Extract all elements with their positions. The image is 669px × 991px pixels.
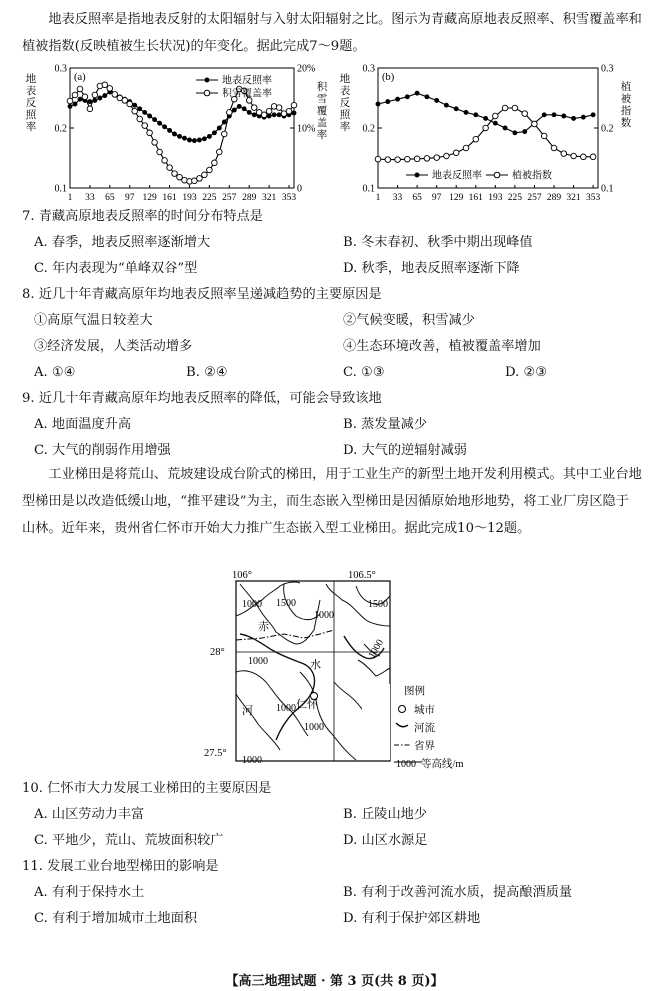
- q8-stem: 8. 近几十年青藏高原年均地表反照率呈递减趋势的主要原因是: [22, 287, 382, 302]
- data-point: [581, 115, 585, 119]
- q9-option-d[interactable]: D. 大气的逆辐射减弱: [343, 443, 467, 458]
- x-tick-label: 33: [392, 193, 403, 202]
- map-lon-left: 106°: [232, 570, 252, 581]
- legend-river-label: 河流: [414, 723, 435, 734]
- y-axis-title-right: 被: [620, 94, 632, 105]
- data-point: [267, 114, 271, 118]
- x-tick-label: 193: [488, 193, 503, 202]
- q8-item-3: ③经济发展，人类活动增多: [34, 339, 193, 354]
- x-tick-label: 321: [261, 193, 277, 202]
- x-tick-label: 353: [281, 193, 297, 202]
- x-tick-label: 225: [507, 193, 523, 202]
- data-point: [581, 154, 587, 160]
- data-point: [153, 118, 157, 122]
- y-tick-label-left: 0.2: [362, 123, 375, 135]
- data-point: [197, 176, 203, 182]
- data-point: [143, 110, 147, 114]
- data-point: [453, 150, 459, 156]
- data-point: [571, 153, 577, 159]
- contour-line: [300, 672, 356, 760]
- legend-border-label: 省界: [414, 741, 435, 752]
- data-point: [503, 126, 507, 130]
- x-tick-label: 33: [85, 193, 95, 202]
- chart-b: [336, 62, 648, 202]
- data-point: [425, 95, 429, 99]
- river-char-he: 河: [242, 705, 253, 717]
- q11-option-a[interactable]: A. 有利于保持水土: [34, 885, 145, 900]
- contour-label: 1000: [366, 637, 387, 661]
- data-point: [92, 92, 98, 98]
- data-point: [212, 160, 218, 166]
- contour-line: [240, 584, 320, 644]
- q8-option-a[interactable]: A. ①④: [34, 365, 76, 380]
- data-point: [385, 157, 391, 163]
- legend-city-label: 城市: [414, 705, 435, 716]
- x-tick-label: 289: [242, 193, 257, 202]
- data-point: [227, 110, 233, 116]
- q10-stem: 10. 仁怀市大力发展工业梯田的主要原因是: [22, 781, 272, 796]
- data-point: [532, 121, 538, 127]
- y-tick-label-left: 0.2: [54, 123, 67, 135]
- legend-river-icon: [396, 723, 408, 727]
- data-point: [73, 102, 77, 106]
- y-axis-title-right: 指: [620, 106, 632, 117]
- data-point: [183, 136, 187, 140]
- data-point: [292, 111, 296, 115]
- panel-label: (b): [382, 72, 395, 83]
- data-point: [162, 158, 168, 164]
- data-point: [67, 98, 73, 104]
- data-point: [541, 133, 547, 139]
- y-tick-label-right: 0.1: [601, 183, 614, 195]
- data-point: [463, 145, 469, 151]
- y-axis-title-left: 表: [339, 86, 351, 97]
- data-point: [88, 100, 92, 104]
- data-point: [152, 140, 158, 146]
- q11-stem: 11. 发展工业台地型梯田的影响是: [22, 859, 219, 874]
- data-point: [232, 108, 236, 112]
- data-point: [137, 116, 143, 122]
- chart-a: [22, 62, 332, 202]
- data-point: [252, 113, 256, 117]
- data-point: [386, 100, 390, 104]
- data-point: [591, 113, 595, 117]
- x-tick-label: 289: [546, 193, 562, 202]
- intro-paragraph-1: 地表反照率是指地表反射的太阳辐射与入射太阳辐射之比。图示为青藏高原地表反照率、积雪覆盖率和植被指数(反映植被生长状况)的年变化。据此完成7～9题。: [22, 12, 642, 54]
- x-tick-label: 353: [585, 193, 601, 202]
- data-point: [277, 113, 281, 117]
- q11-option-c[interactable]: C. 有利于增加城市土地面积: [34, 911, 198, 926]
- contour-label: 1000: [304, 722, 324, 733]
- y-axis-title-right: 盖: [316, 118, 328, 129]
- data-point: [405, 95, 409, 99]
- y-axis-title-left: 地: [25, 74, 37, 85]
- data-point: [72, 92, 78, 98]
- data-point: [107, 86, 113, 92]
- contour-label: 1000: [314, 610, 334, 621]
- q7-stem: 7. 青藏高原地表反照率的时间分布特点是: [22, 209, 263, 224]
- legend-contour-value: 1000: [396, 759, 416, 770]
- data-point: [473, 136, 479, 142]
- data-point: [158, 121, 162, 125]
- data-point: [142, 123, 148, 129]
- y-axis-title-left: 照: [339, 110, 351, 121]
- y-tick-label-right: 0.3: [601, 63, 614, 75]
- y-tick-label-left: 0.1: [362, 183, 375, 195]
- data-point: [454, 107, 458, 111]
- legend-contour-label: 等高线/m: [421, 759, 464, 770]
- data-point: [207, 167, 213, 173]
- q8-option-b[interactable]: B. ②④: [186, 365, 228, 380]
- panel-label: (a): [74, 72, 86, 83]
- legend-marker: [205, 78, 209, 82]
- q8-item-1: ①高原气温日较差大: [34, 313, 153, 328]
- data-point: [415, 91, 419, 95]
- q7-option-c[interactable]: C. 年内表现为“单峰双谷”型: [34, 261, 198, 276]
- data-point: [523, 130, 527, 134]
- data-point: [168, 128, 172, 132]
- q8-item-4: ④生态环境改善，植被覆盖率增加: [343, 339, 541, 354]
- y-tick-label-left: 0.3: [54, 63, 67, 75]
- legend-box: [362, 684, 390, 760]
- y-tick-label-left: 0.1: [54, 183, 67, 195]
- legend-marker: [204, 90, 210, 96]
- legend-label: 地表反照率: [222, 75, 272, 87]
- data-point: [77, 86, 83, 92]
- data-point: [542, 113, 546, 117]
- data-point: [424, 156, 430, 162]
- river-char-chi: 赤: [258, 621, 269, 633]
- data-point: [127, 101, 133, 107]
- data-point: [68, 104, 72, 108]
- x-tick-label: 1: [375, 193, 381, 202]
- x-tick-label: 65: [105, 193, 115, 202]
- legend-city-icon: [399, 706, 406, 713]
- legend-marker: [415, 173, 419, 177]
- data-point: [188, 138, 192, 142]
- data-point: [562, 114, 566, 118]
- data-point: [464, 110, 468, 114]
- q9-option-b[interactable]: B. 蒸发量减少: [343, 417, 428, 432]
- data-point: [217, 149, 223, 155]
- data-point: [98, 96, 102, 100]
- data-point: [217, 126, 221, 130]
- contour-label: 1000: [242, 755, 262, 766]
- data-point: [522, 111, 528, 117]
- river-char-shui: 水: [310, 659, 321, 671]
- y-axis-title-left: 地: [339, 74, 351, 85]
- data-point: [157, 149, 163, 155]
- data-point: [147, 130, 153, 136]
- q9-option-c[interactable]: C. 大气的削弱作用增强: [34, 443, 171, 458]
- data-point: [178, 134, 182, 138]
- data-point: [266, 108, 272, 114]
- x-tick-label: 129: [142, 193, 157, 202]
- data-point: [138, 107, 142, 111]
- city-renhuai-label: 仁怀: [296, 699, 318, 711]
- data-point: [512, 105, 518, 111]
- y-axis-title-left: 率: [339, 122, 351, 133]
- data-point: [396, 97, 400, 101]
- map-lon-right: 106.5°: [348, 570, 376, 581]
- x-tick-label: 161: [162, 193, 177, 202]
- y-axis-title-right: 覆: [316, 106, 328, 117]
- legend-label: 植被指数: [512, 170, 552, 182]
- data-point: [484, 116, 488, 120]
- data-point: [242, 107, 246, 111]
- data-point: [483, 125, 489, 131]
- x-tick-label: 129: [449, 193, 464, 202]
- data-point: [261, 112, 267, 118]
- x-tick-label: 97: [124, 193, 135, 202]
- data-point: [513, 131, 517, 135]
- data-point: [148, 114, 152, 118]
- contour-label: 1500: [368, 599, 388, 610]
- q11-option-d[interactable]: D. 有利于保护郊区耕地: [343, 911, 481, 926]
- x-tick-label: 65: [412, 193, 422, 202]
- x-tick-label: 257: [527, 193, 542, 202]
- data-point: [207, 134, 211, 138]
- intro-paragraph-2: 工业梯田是将荒山、荒坡建设成台阶式的梯田，用于工业生产的新型土地开发利用模式。其中工业台地型梯田是以改造低缓山地，“推平建设”为主，而生态嵌入型梯田是因循原始地形地势，将工业厂房区隐于山林。近年来，贵州省仁怀市开始大力推广生态嵌入型工业梯田。据此完成10～12题。: [22, 467, 642, 536]
- y-axis-title-left: 率: [25, 122, 37, 133]
- data-point: [572, 116, 576, 120]
- q10-option-b[interactable]: B. 丘陵山地少: [343, 807, 428, 822]
- data-point: [197, 138, 201, 142]
- data-point: [551, 145, 557, 151]
- data-point: [434, 155, 440, 161]
- x-tick-label: 193: [182, 193, 197, 202]
- data-point: [132, 108, 138, 114]
- y-axis-title-right: 积: [316, 82, 328, 93]
- contour-label: 1500: [276, 598, 296, 609]
- y-tick-label-left: 0.3: [362, 63, 375, 75]
- data-point: [405, 156, 411, 162]
- data-point: [251, 105, 257, 111]
- q9-stem: 9. 近几十年青藏高原年均地表反照率的降低，可能会导致该地: [22, 391, 382, 406]
- data-point: [444, 153, 450, 159]
- map-lat-top: 28°: [210, 647, 225, 658]
- data-point: [502, 105, 508, 111]
- data-point: [237, 104, 241, 108]
- data-point: [192, 139, 196, 143]
- x-tick-label: 225: [202, 193, 217, 202]
- renhuai-map: [196, 564, 496, 776]
- y-axis-title-right: 雪: [316, 94, 328, 105]
- q7-option-a[interactable]: A. 春季，地表反照率逐渐增大: [34, 235, 211, 250]
- x-tick-label: 321: [566, 193, 581, 202]
- y-axis-title-left: 表: [25, 86, 37, 97]
- data-point: [561, 151, 567, 157]
- contour-line: [358, 660, 390, 676]
- data-point: [444, 103, 448, 107]
- data-point: [133, 103, 137, 107]
- data-point: [375, 156, 381, 162]
- legend-title: 图例: [404, 686, 425, 697]
- data-point: [172, 171, 178, 177]
- q11-option-b[interactable]: B. 有利于改善河流水质，提高酿酒质量: [343, 885, 573, 900]
- q10-option-a[interactable]: A. 山区劳动力丰富: [34, 807, 145, 822]
- data-point: [247, 110, 251, 114]
- data-point: [291, 102, 297, 108]
- q8-item-2: ②气候变暖，积雪减少: [343, 313, 475, 328]
- y-axis-title-left: 反: [339, 98, 351, 109]
- data-point: [202, 172, 208, 178]
- y-tick-label-right: 0: [297, 183, 302, 195]
- q9-option-a[interactable]: A. 地面温度升高: [34, 417, 132, 432]
- data-point: [222, 120, 226, 124]
- data-point: [493, 121, 497, 125]
- y-axis-title-left: 反: [25, 98, 37, 109]
- data-point: [435, 98, 439, 102]
- data-point: [122, 98, 128, 104]
- y-tick-label-right: 10%: [297, 123, 316, 135]
- contour-line: [236, 694, 280, 750]
- q7-option-d[interactable]: D. 秋季，地表反照率逐渐下降: [343, 261, 520, 276]
- data-point: [376, 102, 380, 106]
- q8-option-d[interactable]: D. ②③: [505, 365, 548, 380]
- y-tick-label-right: 20%: [297, 63, 316, 75]
- y-axis-title-right: 数: [620, 118, 632, 129]
- data-point: [202, 137, 206, 141]
- y-axis-title-right: 植: [620, 82, 632, 93]
- data-point: [173, 132, 177, 136]
- data-point: [276, 105, 282, 111]
- legend-label: 积雪覆盖率: [222, 88, 272, 100]
- data-point: [163, 125, 167, 129]
- data-point: [212, 131, 216, 135]
- data-point: [167, 165, 173, 171]
- data-point: [272, 113, 276, 117]
- legend-label: 地表反照率: [432, 170, 482, 182]
- data-point: [474, 113, 478, 117]
- contour-label: 1000: [276, 703, 296, 714]
- data-point: [102, 82, 108, 88]
- legend-marker: [494, 172, 500, 178]
- data-point: [590, 154, 596, 160]
- data-point: [222, 131, 228, 137]
- page-footer: 【高三地理试题 · 第 3 页(共 8 页)】: [225, 974, 444, 989]
- data-point: [87, 106, 93, 112]
- x-tick-label: 97: [431, 193, 442, 202]
- q10-option-d[interactable]: D. 山区水源足: [343, 833, 428, 848]
- y-axis-title-right: 率: [316, 130, 328, 141]
- contour-label: 1000: [248, 656, 268, 667]
- x-tick-label: 1: [67, 193, 73, 202]
- y-axis-title-left: 照: [25, 110, 37, 121]
- data-point: [103, 94, 107, 98]
- y-tick-label-right: 0.2: [601, 123, 614, 135]
- contour-label: 1000: [242, 599, 262, 610]
- q10-option-c[interactable]: C. 平地少，荒山、荒坡面积较广: [34, 833, 224, 848]
- x-tick-label: 257: [222, 193, 237, 202]
- q7-option-b[interactable]: B. 冬末春初、秋季中期出现峰值: [343, 235, 533, 250]
- data-point: [82, 94, 88, 100]
- data-point: [414, 156, 420, 162]
- data-point: [552, 113, 556, 117]
- map-lat-bottom: 27.5°: [204, 748, 227, 759]
- data-point: [112, 92, 118, 98]
- data-point: [493, 113, 499, 119]
- data-point: [286, 108, 292, 114]
- data-point: [395, 157, 401, 163]
- data-point: [78, 97, 82, 101]
- x-tick-label: 161: [468, 193, 483, 202]
- q8-option-c[interactable]: C. ①③: [343, 365, 385, 380]
